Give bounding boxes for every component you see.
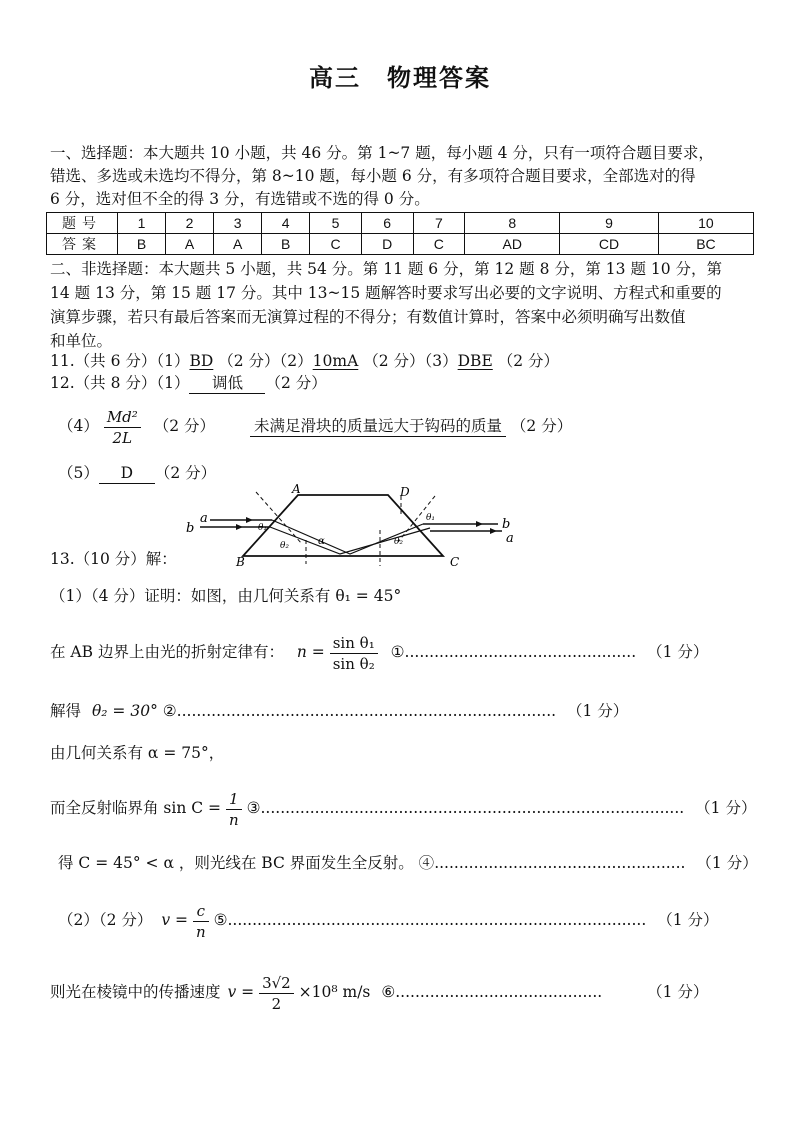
table-cell: B — [262, 234, 310, 255]
table-cell: AD — [465, 234, 560, 255]
q12-score-4: （2 分） — [153, 417, 216, 435]
frac-denominator: 2 — [271, 994, 282, 1013]
q12-part4-label: （4） — [58, 417, 99, 435]
label-a-vertex: A — [292, 484, 301, 496]
table-cell: CD — [560, 234, 659, 255]
q11-answer-3: DBE — [457, 352, 493, 370]
q12-score-4b: （2 分） — [510, 417, 573, 435]
section2-line1: 二、非选择题：本大题共 5 小题，共 54 分。第 11 题 6 分，第 12 题 8 分，第 13 题 10 分，第 — [50, 260, 723, 278]
q11-prefix: 11.（共 6 分）（1） — [50, 352, 190, 370]
score: （1 分） — [696, 854, 758, 872]
q11-line — [50, 350, 559, 372]
table-cell: BC — [658, 234, 753, 255]
label-ray-a-out: a — [506, 531, 514, 546]
table-cell: C — [310, 234, 362, 255]
circled-number: ④ — [418, 854, 435, 872]
q12-frac-denominator: 2L — [112, 428, 133, 447]
table-cell: 1 — [118, 213, 166, 234]
table-cell: 7 — [413, 213, 465, 234]
table-cell: 3 — [214, 213, 262, 234]
leader-dots: ............................................................................. — [176, 702, 557, 720]
leader-dots: ...................................................................................... — [260, 799, 685, 817]
q13-line8-v: v = — [227, 983, 255, 1001]
section2-line2: 14 题 13 分，第 15 题 17 分。其中 13~15 题解答时要求写出必要的文字说明、方程式和重要的 — [50, 284, 722, 302]
q12-line — [50, 372, 327, 394]
table-row-numbers — [47, 213, 754, 234]
leader-dots: ..................................................................................... — [227, 911, 647, 929]
frac-numerator: sin θ₁ — [330, 633, 378, 654]
table-cell: B — [118, 234, 166, 255]
q13-line5-text: 而全反射临界角 sin C = — [50, 799, 222, 817]
q13-line4: 由几何关系有 α = 75°， — [50, 744, 225, 762]
q13-line3-text: 解得 — [50, 702, 82, 720]
q12-part4 — [58, 404, 572, 448]
label-theta2-left: θ₂ — [280, 541, 290, 551]
label-ray-a-in: a — [200, 511, 208, 526]
q12-fraction — [104, 407, 141, 448]
q12-frac-numerator: Md² — [104, 407, 141, 428]
section1-line3: 6 分，选对但不全的得 3 分，有选错或不选的得 0 分。 — [50, 190, 430, 208]
table-cell: 8 — [465, 213, 560, 234]
q12-answer-5: D — [99, 463, 155, 484]
table-cell: D — [361, 234, 413, 255]
frac-numerator: c — [193, 901, 209, 922]
circled-number: ⑤ — [213, 911, 228, 929]
table-cell: 5 — [310, 213, 362, 234]
q12-score-1: （2 分） — [265, 374, 327, 392]
label-theta1-right: θ₁ — [426, 513, 436, 523]
q13-line8-unit: ×10⁸ m/s — [298, 983, 371, 1001]
table-cell: C — [413, 234, 465, 255]
table-cell: A — [166, 234, 214, 255]
q13-line8 — [50, 968, 708, 1016]
table-cell: A — [214, 234, 262, 255]
arrow-icon — [490, 528, 497, 534]
table-cell: 10 — [658, 213, 753, 234]
q13-line6-text: 得 C = 45° < α ，则光线在 BC 界面发生全反射。 — [58, 854, 414, 872]
answer-table — [46, 212, 754, 255]
section2-line4: 和单位。 — [50, 332, 113, 350]
leader-dots: ............................................... — [404, 643, 637, 661]
table-cell: 9 — [560, 213, 659, 234]
q13-line3 — [50, 700, 628, 722]
label-theta2-right: θ₂ — [394, 537, 404, 547]
arrow-icon — [246, 517, 253, 523]
q13-line3-eq: θ₂ = 30° — [91, 702, 158, 720]
q11-score-3: （2 分） — [497, 352, 559, 370]
score: （1 分） — [567, 702, 629, 720]
q13-line7-fraction — [193, 901, 209, 942]
section1-line1: 一、选择题：本大题共 10 小题，共 46 分。第 1~7 题，每小题 4 分，只有一项符合题目要求， — [50, 144, 714, 162]
frac-numerator: 3√2 — [259, 973, 294, 994]
section2-line3: 演算步骤，若只有最后答案而无演算过程的不得分；有数值计算时，答案中必须明确写出数值 — [50, 308, 686, 326]
table-cell: 2 — [166, 213, 214, 234]
prism-outline — [243, 495, 443, 556]
q11-answer-2: 10mA — [312, 352, 359, 370]
q11-score-1: （2 分）（2） — [218, 352, 313, 370]
q13-line2-text: 在 AB 边界上由光的折射定律有： — [50, 643, 284, 661]
score: （1 分） — [647, 983, 709, 1001]
q11-answer-1: BD — [189, 352, 214, 370]
q13-line7-v: v = — [161, 911, 189, 929]
label-ray-b-in: b — [186, 521, 195, 536]
score: （1 分） — [695, 799, 757, 817]
q12-answer-1: 调低 — [189, 373, 265, 394]
q13-line5-fraction — [226, 789, 242, 830]
q13-line7 — [58, 898, 719, 942]
q13-line2-n: n = — [296, 643, 325, 661]
frac-denominator: sin θ₂ — [332, 654, 375, 673]
circled-number: ③ — [246, 799, 261, 817]
label-d-vertex: D — [400, 485, 410, 499]
table-answer-label: 答案 — [47, 234, 118, 255]
table-cell: 4 — [262, 213, 310, 234]
q13-line8-text: 则光在棱镜中的传播速度 — [50, 983, 221, 1001]
label-alpha: α — [318, 536, 325, 547]
frac-numerator: 1 — [226, 789, 242, 810]
table-header-label: 题号 — [47, 213, 118, 234]
arrow-icon — [476, 521, 483, 527]
q13-line5 — [50, 786, 756, 830]
q12-part5 — [58, 462, 216, 484]
prism-diagram — [180, 484, 520, 570]
frac-denominator: n — [228, 810, 239, 829]
q13-line1: （1）（4 分）证明：如图，由几何关系有 θ₁ = 45° — [50, 587, 402, 605]
q12-score-5: （2 分） — [154, 464, 217, 482]
table-cell: 6 — [361, 213, 413, 234]
q11-score-2: （2 分）（3） — [363, 352, 458, 370]
arrow-icon — [236, 524, 243, 530]
label-theta1-left: θ₁ — [258, 523, 268, 533]
circled-number: ⑥ — [381, 983, 396, 1001]
label-ray-b-out: b — [502, 517, 511, 532]
leader-dots: ................................................... — [434, 854, 686, 872]
q13-line7-text: （2）（2 分） — [58, 911, 153, 929]
score: （1 分） — [657, 911, 719, 929]
q12-part5-label: （5） — [58, 464, 99, 482]
frac-denominator: n — [195, 922, 206, 941]
q12-prefix: 12.（共 8 分）（1） — [50, 374, 190, 392]
leader-dots: .......................................... — [395, 983, 603, 1001]
q13-line2-fraction — [330, 633, 378, 674]
page-title: 高三 物理答案 — [309, 64, 491, 92]
circled-number: ② — [162, 702, 177, 720]
section1-line2: 错选、多选或未选均不得分，第 8~10 题，每小题 6 分，有多项符合题目要求，全部选对的得 — [50, 167, 696, 185]
table-row-answers — [47, 234, 754, 255]
q13-line8-fraction — [259, 973, 294, 1014]
label-c-vertex: C — [450, 555, 460, 569]
q13-heading: 13.（10 分）解： — [50, 550, 177, 568]
circled-number: ① — [390, 643, 405, 661]
q12-answer-4: 未满足滑块的质量远大于钩码的质量 — [250, 416, 506, 437]
q13-line6 — [58, 852, 758, 874]
score: （1 分） — [647, 643, 709, 661]
q13-line2 — [50, 630, 708, 674]
label-b-vertex: B — [236, 555, 245, 569]
